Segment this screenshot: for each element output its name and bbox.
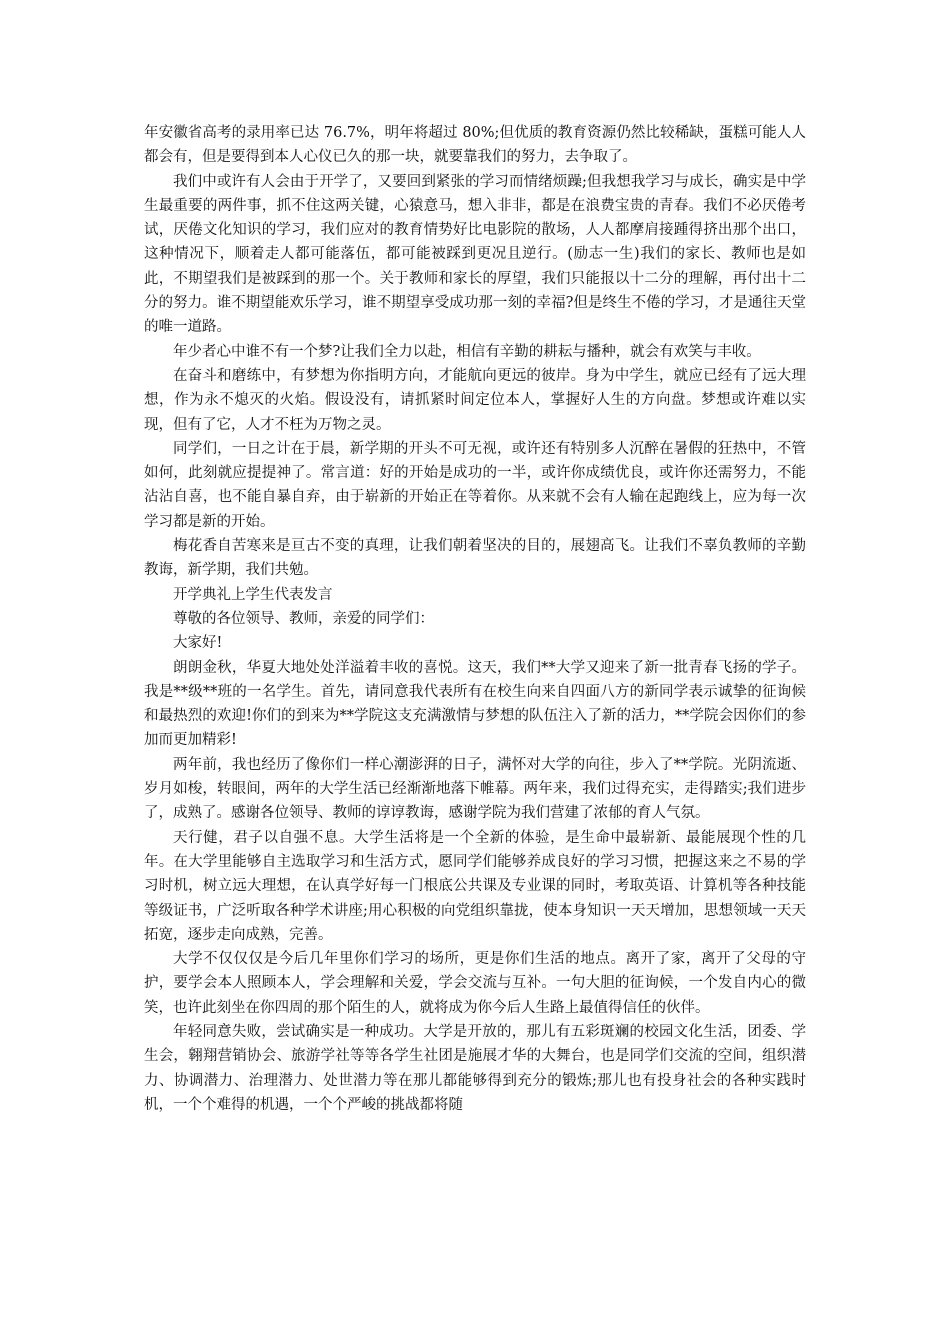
greeting: 大家好! <box>173 635 223 652</box>
paragraph-3: 年少者心中谁不有一个梦?让我们全力以赴，相信有辛勤的耕耘与播种，就会有欢笑与丰收。 <box>173 343 761 360</box>
paragraph-6: 梅花香自苦寒来是亘古不变的真理，让我们朝着坚决的目的，展翅高飞。让我们不辜负教师的辛勤教诲，新学期，我们共勉。 <box>144 538 806 579</box>
paragraph-12: 天行健，君子以自强不息。大学生活将是一个全新的体验，是生命中最崭新、最能展现个性的几年。在大学里能够自主选取学习和生活方式，愿同学们能够养成良好的学习习惯，把握这来之不易的学习时机，树立远大理想，在认真学好每一门根底公共课及专业课的同时，考取英语、计算机等各种技能等级证书，广泛听取各种学术讲座;用心积极的向党组织靠拢，使本身知识一天天增加，思想领域一天天拓宽，逐步走向成熟，完善。 <box>144 829 806 943</box>
paragraph-13: 大学不仅仅仅是今后几年里你们学习的场所，更是你们生活的地点。离开了家，离开了父母的守护，要学会本人照顾本人，学会理解和关爱，学会交流与互补。一句大胆的征询候，一个发自内心的微笑，也许此刻坐在你四周的那个陌生的人，就将成为你今后人生路上最值得信任的伙伴。 <box>144 951 806 1016</box>
paragraph-2: 我们中或许有人会由于开学了，又要回到紧张的学习而情绪烦躁;但我想我学习与成长，确实是中学生最重要的两件事，抓不住这两关键，心猿意马，想入非非，都是在浪费宝贵的青春。我们不必厌倦考试，厌倦文化知识的学习，我们应对的教育情势好比电影院的散场，人人都摩肩接踵得挤出那个出口，这种情况下，顺着走人都可能落伍，都可能被踩到更况且逆行。(励志一生)我们的家长、教师也是如此，不期望我们是被踩到的那一个。关于教师和家长的厚望，我们只能报以十二分的理解，再付出十二分的努力。谁不期望能欢乐学习，谁不期望享受成功那一刻的幸福?但是终生不倦的学习，才是通往天堂的唯一道路。 <box>144 173 806 336</box>
paragraph-5: 同学们，一日之计在于晨，新学期的开头不可无视，或许还有特别多人沉醉在暑假的狂热中，不管如何，此刻就应提提神了。常言道：好的开始是成功的一半，或许你成绩优良，或许你还需努力，不能沾沾自喜，也不能自暴自弃，由于崭新的开始正在等着你。从来就不会有人输在起跑线上，应为每一次学习都是新的开始。 <box>144 440 806 530</box>
salutation: 尊敬的各位领导、教师，亲爱的同学们： <box>173 610 434 627</box>
document-body <box>144 121 806 1117</box>
paragraph-10: 朗朗金秋，华夏大地处处洋溢着丰收的喜悦。这天，我们**大学又迎来了新一批青春飞扬的学子。我是**级**班的一名学生。首先，请同意我代表所有在校生向来自四面八方的新同学表示诚挚的征询候和最热烈的欢迎!你们的到来为**学院这支充满激情与梦想的队伍注入了新的活力，**学院会因你们的参加而更加精彩! <box>144 659 806 749</box>
speech-heading: 开学典礼上学生代表发言 <box>173 586 333 603</box>
paragraph-11: 两年前，我也经历了像你们一样心潮澎湃的日子，满怀对大学的向往，步入了**学院。光阴流逝、岁月如梭，转眼间，两年的大学生活已经渐渐地落下帷幕。两年来，我们过得充实，走得踏实;我们进步了，成熟了。感谢各位领导、教师的谆谆教诲，感谢学院为我们营建了浓郁的育人气氛。 <box>144 756 806 822</box>
paragraph-14: 年轻同意失败，尝试确实是一种成功。大学是开放的，那儿有五彩斑斓的校园文化生活，团委、学生会，翱翔营销协会、旅游学社等等各学生社团是施展才华的大舞台，也是同学们交流的空间，组织潜力、协调潜力、治理潜力、处世潜力等在那儿都能够得到充分的锻炼;那儿也有投身社会的各种实践时机，一个个难得的机遇，一个个严峻的挑战都将随 <box>144 1023 806 1113</box>
paragraph-4: 在奋斗和磨练中，有梦想为你指明方向，才能航向更远的彼岸。身为中学生，就应已经有了远大理想，作为永不熄灭的火焰。假设没有，请抓紧时间定位本人，掌握好人生的方向盘。梦想或许难以实现，但有了它，人才不枉为万物之灵。 <box>144 367 806 433</box>
paragraph-1: 年安徽省高考的录用率已达 76.7%，明年将超过 80%;但优质的教育资源仍然比较稀缺，蛋糕可能人人都会有，但是要得到本人心仪已久的那一块，就要靠我们的努力，去争取了。 <box>144 125 806 166</box>
